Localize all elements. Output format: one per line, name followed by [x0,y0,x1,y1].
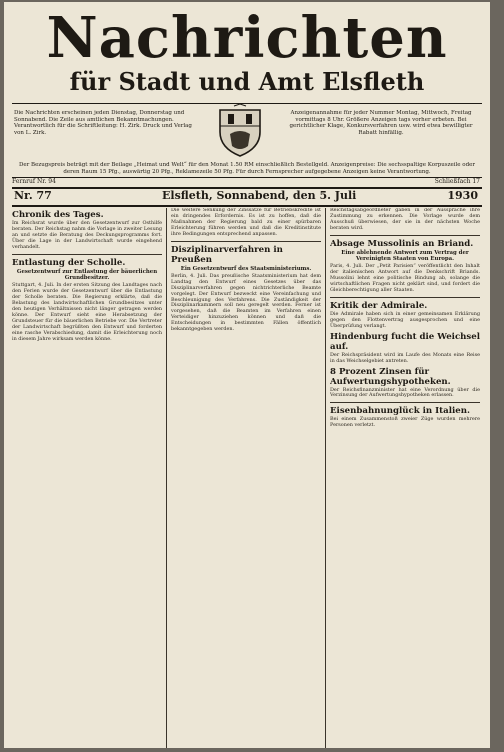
article-text: Im Reichsrat wurde über den Gesetzentwurf zur Osthilfe beraten. Der Reichstag nahm die Vorlage in zweiter Lesung an und setzte die Beratung des Deckungsprogramms fort. Über die Lage in der Landwirtschaft wurde eingehend verhandelt. [12,220,162,250]
article-subheading: Ein Gesetzentwurf des Staatsministeriums. [180,265,312,272]
phone-number: Fernruf Nr. 94 [12,178,56,185]
article-heading: 8 Prozent Zinsen für Aufwertungshypotheken. [330,366,451,387]
article-heading: Chronik des Tages. [12,210,104,220]
issue-date: Elsfleth, Sonnabend, den 5. Juli [162,189,357,202]
article-divider [330,297,480,298]
article-subheading: Gesetzentwurf zur Entlastung der bäuerlichen Grundbesitzer. [16,268,158,281]
article-columns [12,208,482,748]
issue-number: Nr. 77 [14,189,52,202]
article-divider [12,254,162,255]
article-heading: Hindenburg fucht die Weichsel auf. [330,331,480,352]
masthead [4,2,490,100]
dateline [12,188,482,204]
article-text: Reichstagsabgeordneter gaben in der Aussprache ihre Zustimmung zu erkennen. Die Vorlage wurde dem Ausschuß überwiesen, der sie in der nächsten Woche beraten wird. [330,208,480,231]
article-divider [171,241,321,242]
column-1 [12,208,162,748]
article-text: Stuttgart, 4. Juli. In der ersten Sitzung des Landtages nach den Ferien wurde der Gesetzentwurf über die Entlastung der Scholle beraten. Die Regierung erklärte, daß die Belastung des landwirtschaftlichen Grundbesitzes unter den heutigen Verhältnissen nicht länger getragen werden könne. Der Entwurf sieht eine Herabsetzung der Grundsteuer für die bäuerlichen Betriebe vor. Die Vertreter der Landwirtschaft begrüßten den Entwurf und forderten eine rasche Verabschiedung, damit die Erleichterung noch in diesem Jahre wirksam werden könne. [12,282,162,342]
subscription-price: Der Bezugspreis beträgt mit der Beilage „Heimat und Welt“ für den Monat 1.50 RM einschließlich Bestellgeld. Anzeigenpreise: Die sechsspaltige Korpuszeile oder deren Raum 15 Pfg., auswärtig 20 Pfg., Reklamezeile 50 Pfg. Für durch Fernsprecher aufgegebene Anzeigen keine Verantwortung. [19,162,475,175]
article-text: Der Reichsfinanzminister hat eine Verordnung über die Verzinsung der Aufwertungshypotheken erlassen. [330,386,480,399]
article-divider [330,402,480,403]
newspaper-page [4,2,490,748]
column-3 [330,208,480,748]
article-heading: Entlastung der Scholle. [12,257,126,268]
article-text: Der Reichspräsident wird im Laufe des Monats eine Reise in das Weichselgebiet antreten. [330,351,480,364]
coat-of-arms-icon [214,104,266,158]
article-text: Die weitere Senkung der Zinssätze für Betriebskredite ist ein dringendes Erfordernis. Es ist zu hoffen, daß die Maßnahmen der Regierung bald zu einer spürbaren Erleichterung führen werden und daß die Kreditinstitute ihre Bedingungen entsprechend anpassen. [171,208,321,237]
masthead-title: Nachrichten [46,5,448,71]
article-text: Berlin, 4. Juli. Das preußische Staatsministerium hat dem Landtag den Entwurf eines Gesetzes über das Disziplinarverfahren gegen nichtrichterliche Beamte vorgelegt. Der Entwurf bezweckt eine Vereinfachung und Beschleunigung des Verfahrens. Die Zuständigkeit der Disziplinarkammern soll neu geregelt werden. Ferner ist vorgesehen, daß die Beamten im Verfahren einen Verteidiger hinzuziehen können und daß die Entscheidungen in bestimmten Fällen öffentlich bekanntgegeben werden. [171,272,321,333]
article-heading: Kritik der Admirale. [330,300,428,311]
column-divider [325,208,326,748]
article-heading: Absage Mussolinis an Briand. [330,238,474,249]
article-text: Bei einem Zusammenstoß zweier Züge wurden mehrere Personen verletzt. [330,416,480,429]
column-2 [171,208,321,748]
article-heading: Eisenbahnunglück in Italien. [330,406,470,417]
article-divider [330,235,480,236]
advertising-info: Anzeigenannahme für jeder Nummer Montag, Mittwoch, Freitag vormittags 8 Uhr. Größere Anzeigen tags vorher erbeten. Bei gerichtlicher Klage, Konkursverfahren usw. wird etwa bewilligter Rabatt hinfällig. [289,110,473,136]
issue-year: 1930 [447,189,478,202]
dateline-bottom-rule [12,205,482,207]
publication-info: Die Nachrichten erscheinen jeden Dienstag, Donnerstag und Sonnabend. Die Zeile aus amtlichen Bekanntmachungen. Verantwortlich für die Schriftleitung: H. Zirk. Druck und Verlag von L. Zirk. [14,110,192,136]
article-text: Die Admirale haben sich in einer gemeinsamen Erklärung gegen den Flottenvertrag ausgesprochen und eine Überprüfung verlangt. [330,310,480,329]
article-text: Paris, 4. Juli. Der „Petit Parisien“ veröffentlicht den Inhalt der italienischen Antwort auf die Denkschrift Briands. Mussolini lehnt eine politische Bindung ab, solange die wirtschaftlichen Fragen nicht geklärt sind, und fordert die Gleichberechtigung aller Staaten. [330,263,480,294]
article-heading: Disziplinarverfahren in Preußen [171,244,283,265]
post-box: Schließfach 17 [434,178,480,185]
column-divider [166,208,167,748]
masthead-subtitle: für Stadt und Amt Elsfleth [69,67,425,96]
price-rule [12,177,482,178]
article-subheading: Eine ablehnende Antwort zum Vertrag der Vereinigten Staaten von Europa. [341,249,469,263]
